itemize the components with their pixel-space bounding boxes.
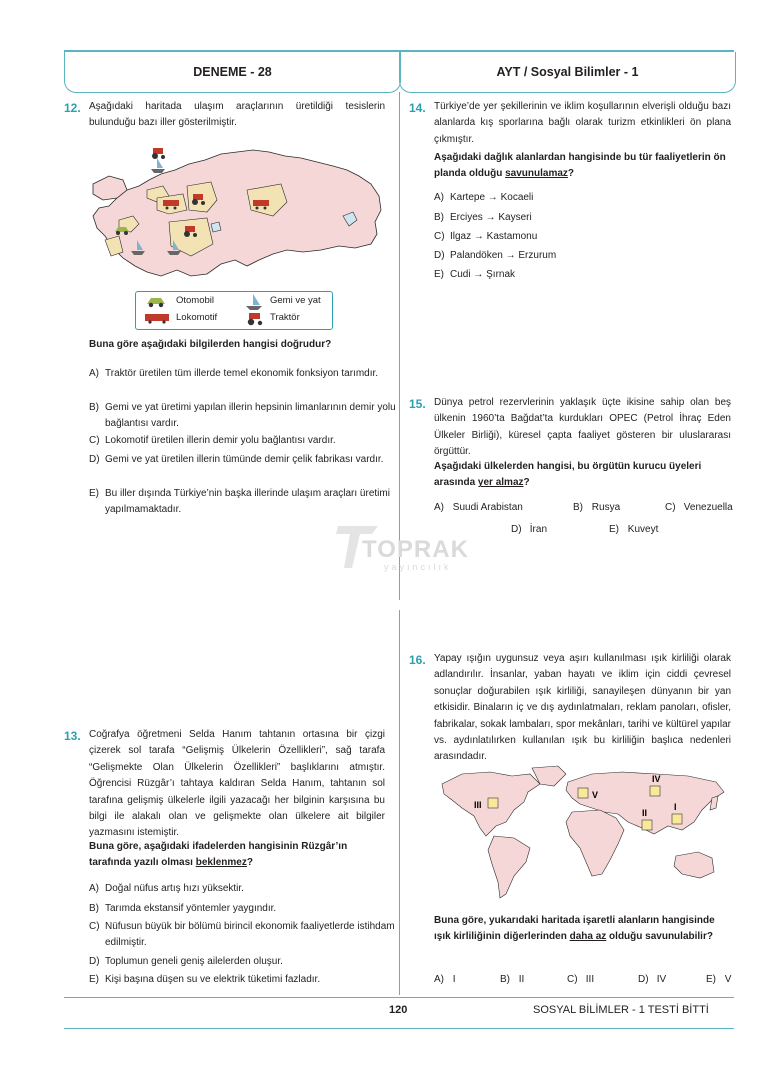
watermark-main: TOPRAK xyxy=(362,536,469,563)
legend-loco-label: Lokomotif xyxy=(176,312,218,323)
q12-option-a[interactable] xyxy=(89,366,401,382)
africa-land xyxy=(566,810,624,876)
map-label-III: III xyxy=(474,800,482,810)
q13-option-a-letter: A) xyxy=(89,883,99,894)
q12-stem: Buna göre aşağıdaki bilgilerden hangisi doğrudur? xyxy=(89,339,332,350)
q12-option-e-letter: E) xyxy=(89,488,99,499)
q13-option-d[interactable] xyxy=(89,954,401,970)
q15-stem-part: Aşağıdaki ülkelerden hangisi, bu örgütün kurucu üyeleri arasında xyxy=(434,461,702,489)
q16-stem-end: olduğu savunulabilir? xyxy=(606,931,713,943)
q15-option-c-text: Venezuella xyxy=(683,502,733,513)
watermark-sub: yayıncılık xyxy=(384,562,452,572)
locomotive-icon xyxy=(145,312,169,324)
turkey-map-land xyxy=(93,150,381,276)
q14-stem xyxy=(434,150,731,183)
q15-stem-end: ? xyxy=(523,477,530,489)
q16-number: 16. xyxy=(409,653,426,667)
footer-page-number: 120 xyxy=(389,1004,408,1016)
q12-option-c-text: Lokomotif üretilen illerin demir yolu bağlantısı vardır. xyxy=(105,435,336,446)
q16-option-d-letter: D) xyxy=(638,974,649,985)
footer-test-end: SOSYAL BİLİMLER - 1 TESTİ BİTTİ xyxy=(533,1004,709,1016)
q14-stem-end: ? xyxy=(567,168,575,180)
q12-option-e[interactable] xyxy=(89,486,401,517)
q15-option-c[interactable] xyxy=(665,500,733,516)
q16-option-a[interactable] xyxy=(434,972,456,988)
legend-car-label: Otomobil xyxy=(176,295,215,306)
q15-stem xyxy=(434,459,731,492)
area-marker-IV xyxy=(650,786,660,796)
q12-option-c-letter: C) xyxy=(89,435,100,446)
q14-option-d-letter: D) xyxy=(434,250,445,261)
q16-option-d[interactable] xyxy=(638,972,666,988)
q15-option-e[interactable] xyxy=(609,522,658,538)
q14-option-e[interactable] xyxy=(434,267,747,283)
q16-option-e-text: V xyxy=(724,974,732,985)
map-label-V: V xyxy=(592,790,599,800)
q16-option-b-text: II xyxy=(518,974,525,985)
q14-option-a-letter: A) xyxy=(434,192,444,203)
q14-option-b-text: Erciyes → Kayseri xyxy=(450,212,532,223)
q13-number: 13. xyxy=(64,729,81,743)
q15-option-d-letter: D) xyxy=(511,524,522,535)
q15-option-d-text: İran xyxy=(529,524,548,535)
q14-option-b-letter: B) xyxy=(434,212,444,223)
q13-option-b-letter: B) xyxy=(89,903,99,914)
q13-option-b-text: Tarımda ekstansif yöntemler yaygındır. xyxy=(105,903,277,914)
q16-option-b[interactable] xyxy=(500,972,524,988)
header-left-title: DENEME - 28 xyxy=(193,65,272,79)
q13-option-e[interactable] xyxy=(89,972,401,988)
q16-option-b-letter: B) xyxy=(500,974,510,985)
q15-option-e-text: Kuveyt xyxy=(627,524,659,535)
south-america-land xyxy=(488,836,530,898)
q14-stem-part: Aşağıdaki dağlık alanlardan hangisinde bu tür faaliyetlerin ön planda olduğu xyxy=(434,152,726,180)
q14-option-d-text: Palandöken → Erzurum xyxy=(450,250,557,261)
q16-option-d-text: IV xyxy=(656,974,667,985)
q13-text: Coğrafya öğretmeni Selda Hanım tahtanın ortasına bir çizgi çizerek sol tarafa “Gelişmiş Ülkelerin Özellikleri”, sağ tarafa “Gelişmekte Olan Ülkelerin Özellikleri” başlıklarını atmıştır. Öğrencisi Rüzgâr’ı tahtaya kaldıran Selda Hanım, tahtanın sol tarafına gelişmiş ülkelerle ilgili yazacağı her bilginin karşısına bu bilgi ile alakalı olan ve gelişmekte olan ülkelere ait bilgiler yazmasını istemiştir. xyxy=(89,729,385,839)
q16-stem xyxy=(434,913,731,946)
q15-option-c-letter: C) xyxy=(665,502,676,513)
q12-text: Aşağıdaki haritada ulaşım araçlarının üretildiği tesislerin bulunduğu bazı iller gösterilmiştir. xyxy=(89,101,385,129)
q13-option-d-text: Toplumun geneli geniş ailelerden oluşur. xyxy=(105,956,283,967)
q14-option-a[interactable] xyxy=(434,190,747,206)
ship-icon xyxy=(151,158,165,173)
q15-stem-underlined: yer almaz xyxy=(477,477,524,489)
q15-option-b-letter: B) xyxy=(573,502,583,513)
q12-option-a-letter: A) xyxy=(89,368,99,379)
legend-ship-label: Gemi ve yat xyxy=(270,295,321,306)
q15-option-a-letter: A) xyxy=(434,502,444,513)
q16-stem-part: Buna göre, yukarıdaki haritada işaretli alanların hangisinde ışık kirliliğinin diğerlerinden xyxy=(434,915,715,943)
q13-option-e-text: Kişi başına düşen su ve elektrik tüketimi fazladır. xyxy=(105,974,321,985)
q12-option-b[interactable] xyxy=(89,400,401,431)
footer-bottom-rule xyxy=(64,1028,734,1029)
ship-icon xyxy=(246,294,262,310)
q14-option-d[interactable] xyxy=(434,248,747,264)
q16-option-e[interactable] xyxy=(706,972,731,988)
q14-number: 14. xyxy=(409,101,426,115)
area-marker-II xyxy=(642,820,652,830)
q15-text: Dünya petrol rezervlerinin yaklaşık üçte ikisine sahip olan beş ülkenin 1960’ta Bağdat’ta kurdukları OPEC (Petrol İhraç Eden Ülkeler Birliği), küresel çapta faaliyet gösteren bir uluslararası örgüttür. xyxy=(434,397,731,458)
q16-option-a-letter: A) xyxy=(434,974,444,985)
q13-option-c-text: Nüfusun büyük bir bölümü birincil ekonomik faaliyetlerde istihdam edilmiştir. xyxy=(105,921,395,948)
q13-option-d-letter: D) xyxy=(89,956,100,967)
q13-option-c-letter: C) xyxy=(89,921,100,932)
q16-option-e-letter: E) xyxy=(706,974,716,985)
q14-option-b[interactable] xyxy=(434,210,747,226)
turkey-map xyxy=(87,140,387,288)
q16-stem-underlined: daha az xyxy=(569,931,607,943)
q12-option-a-text: Traktör üretilen tüm illerde temel ekonomik fonksiyon tarımdır. xyxy=(105,368,379,379)
q12-option-d-text: Gemi ve yat üretilen illerin tümünde demir çelik fabrikası vardır. xyxy=(105,454,384,465)
q12-number: 12. xyxy=(64,101,81,115)
lake-tuz xyxy=(211,222,221,232)
q13-option-b[interactable] xyxy=(89,901,401,917)
q16-option-c-text: III xyxy=(585,974,595,985)
map-label-I: I xyxy=(674,802,677,812)
q15-option-b[interactable] xyxy=(573,500,620,516)
q15-option-e-letter: E) xyxy=(609,524,619,535)
q14-option-c-letter: C) xyxy=(434,231,445,242)
header-left xyxy=(64,52,401,93)
q14-option-c[interactable] xyxy=(434,229,747,245)
car-icon xyxy=(145,296,167,308)
q13-option-a-text: Doğal nüfus artış hızı yüksektir. xyxy=(105,883,244,894)
world-map xyxy=(432,764,732,904)
header-right xyxy=(399,52,736,93)
map-legend xyxy=(135,291,333,330)
q12-option-c[interactable] xyxy=(89,433,401,449)
area-marker-I xyxy=(672,814,682,824)
q13-option-e-letter: E) xyxy=(89,974,99,985)
q15-option-d[interactable] xyxy=(511,522,547,538)
q12-option-d-letter: D) xyxy=(89,454,100,465)
q16-text: Yapay ışığın uygunsuz veya aşırı kullanılması ışık kirliliği olarak adlandırılır. İnsanlar, yaban hayatı ve iklim için ciddi çevresel sonuçlar doğurabilen ışık kirliliği, sanayileşen dünyanın bir yan etkisidir. Binaların iç ve dış aydınlatmaları, reklam panoları, ofisler, fabrikalar, sokak lambaları, spor mekânları, tarihi ve kültürel yapılar vs. aydınlatılırken kullanılan ışık bu kirliliğin başlıca nedenleri arasındadır. xyxy=(434,653,731,763)
q15-option-a[interactable] xyxy=(434,500,523,516)
q14-option-e-text: Cudi → Şırnak xyxy=(450,269,516,280)
q14-option-a-text: Kartepe → Kocaeli xyxy=(450,192,534,203)
area-marker-V xyxy=(578,788,588,798)
header-right-title: AYT / Sosyal Bilimler - 1 xyxy=(496,65,639,79)
legend-tractor-label: Traktör xyxy=(270,312,300,323)
q12-option-b-text: Gemi ve yat üretimi yapılan illerin hepsinin limanlarının demir yolu bağlantısı vardır. xyxy=(105,402,396,429)
australia-land xyxy=(674,852,714,878)
q12-option-e-text: Bu iller dışında Türkiye’nin başka illerinde ulaşım araçları üretimi yapılmamaktadır. xyxy=(105,488,390,515)
q15-option-a-text: Suudi Arabistan xyxy=(452,502,523,513)
q12-option-b-letter: B) xyxy=(89,402,99,413)
tractor-icon xyxy=(152,148,165,159)
map-label-IV: IV xyxy=(652,774,661,784)
q14-option-e-letter: E) xyxy=(434,269,444,280)
area-marker-III xyxy=(488,798,498,808)
q16-option-c[interactable] xyxy=(567,972,594,988)
q16-option-c-letter: C) xyxy=(567,974,578,985)
tractor-icon xyxy=(246,312,264,326)
q12-option-d[interactable] xyxy=(89,452,401,468)
map-label-II: II xyxy=(642,808,648,818)
q13-stem xyxy=(89,839,385,872)
q13-stem-end: ? xyxy=(246,857,253,869)
q14-option-c-text: Ilgaz → Kastamonu xyxy=(450,231,538,242)
footer-rule xyxy=(64,997,734,998)
q13-stem-part: Buna göre, aşağıdaki ifadelerden hangisinin Rüzgâr’ın tarafında yazılı olması xyxy=(89,841,348,869)
q14-stem-underlined: savunulamaz xyxy=(505,168,568,180)
q13-option-a[interactable] xyxy=(89,881,401,897)
q16-option-a-text: I xyxy=(452,974,456,985)
column-divider-top xyxy=(399,92,400,600)
q13-stem-underlined: beklenmez xyxy=(195,857,247,869)
q14-text: Türkiye’de yer şekillerinin ve iklim koşullarının elverişli olduğu bazı alanlarda kış sporlarına bağlı olarak turizm etkinlikleri ön plana çıkmıştır. xyxy=(434,101,731,145)
q15-number: 15. xyxy=(409,397,426,411)
q13-option-c[interactable] xyxy=(89,919,401,950)
q15-option-b-text: Rusya xyxy=(591,502,621,513)
